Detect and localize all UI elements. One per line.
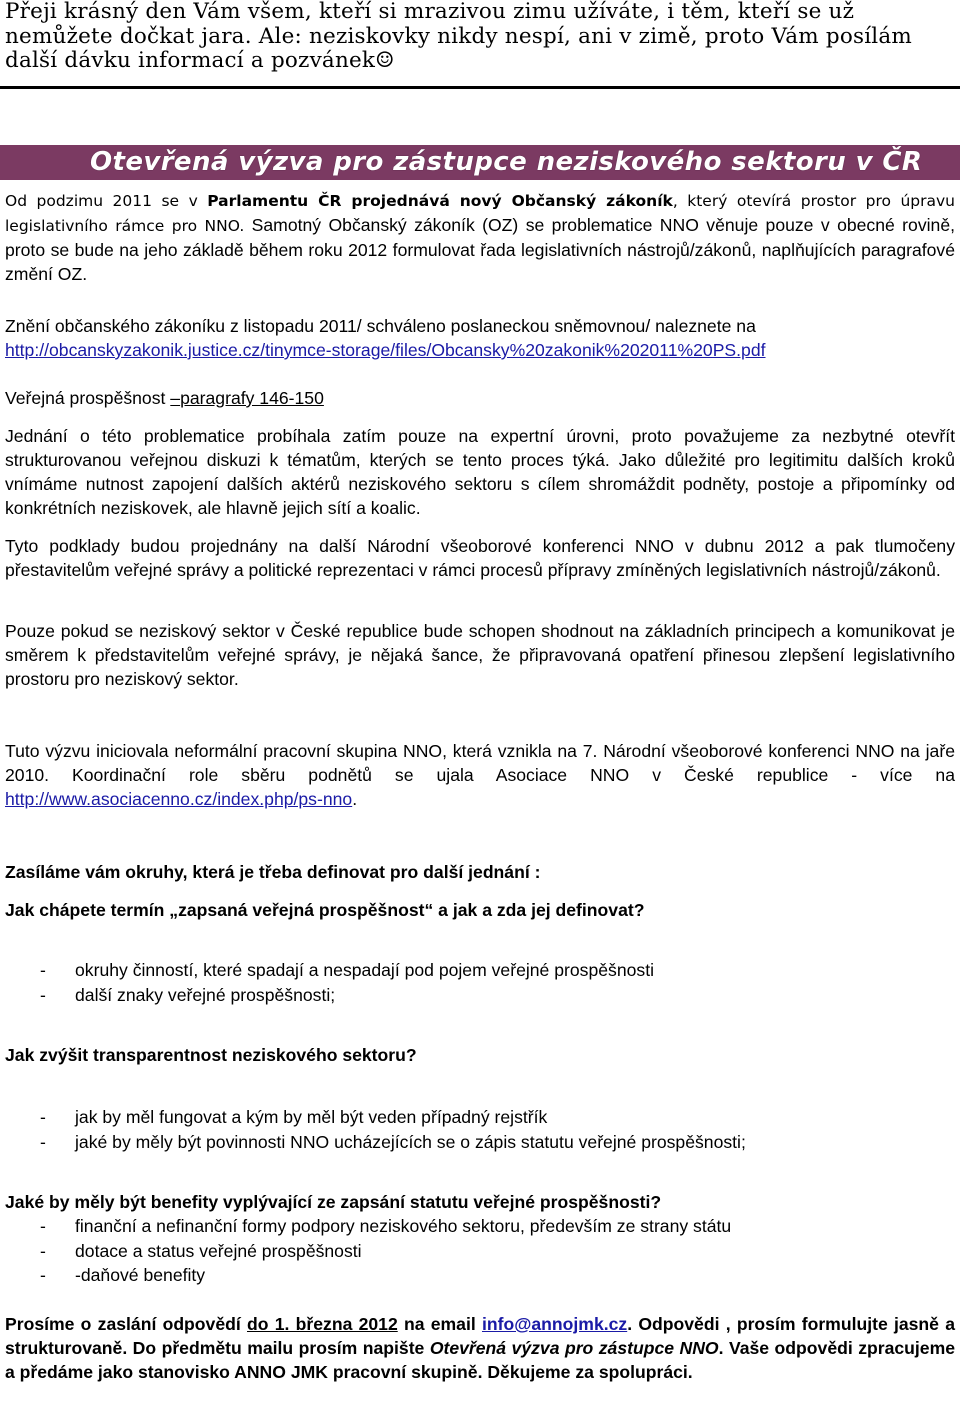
question-1-list [5, 958, 955, 1007]
intro-text: Přeji krásný den Vám všem, kteří si mrazivou zimu užíváte, i těm, kteří se už nemůžete dočkat jara. Ale: neziskovky nikdy nespí, ani v zimě, proto Vám posílám další dávku informací a pozvánek☺ [5, 0, 912, 73]
p7-end: . [352, 789, 358, 809]
list-item-text: dotace a status veřejné prospěšnosti [75, 1240, 362, 1261]
heading-topics: Zasíláme vám okruhy, která je třeba definovat pro další jednání : [5, 862, 541, 882]
question-2-list [5, 1105, 955, 1154]
list-dash: - [40, 960, 46, 980]
paragraph-civil-code [5, 188, 955, 286]
p1-bold: Parlamentu ČR projednává nový Občanský zákoník [207, 192, 673, 210]
list-item [5, 1239, 955, 1264]
p1-start: Od podzimu 2011 se v [5, 192, 208, 210]
list-item-text: další znaky veřejné prospěšnosti; [75, 984, 336, 1005]
p3-c: paragrafy 146-150 [180, 388, 324, 408]
paragraph-consensus: Pouze pokud se neziskový sektor v České republice bude schopen shodnout na základních principech a komunikovat je směrem k představitelům veřejné správy, je nějaká šance, že připravovaná opatření přinesou zlepšení legislativního prostoru pro neziskový sektor. [5, 621, 955, 689]
civil-code-link[interactable]: http://obcanskyzakonik.justice.cz/tinymce-storage/files/Obcansky%20zakonik%202011%20PS.pdf [5, 340, 766, 360]
footer-subject: Otevřená výzva pro zástupce NNO [429, 1338, 719, 1358]
question-3: Jaké by měly být benefity vyplývající ze zapsání statutu veřejné prospěšnosti? [5, 1192, 662, 1212]
list-dash: - [40, 1240, 46, 1261]
asociace-link[interactable]: http://www.asociacenno.cz/index.php/ps-nno [5, 789, 353, 809]
list-dash: - [40, 1131, 46, 1152]
question-2: Jak zvýšit transparentnost neziskového sektoru? [5, 1045, 417, 1065]
list-item [5, 1105, 955, 1130]
paragraph-public-benefit [5, 386, 955, 410]
list-dash: - [40, 1107, 46, 1127]
paragraph-negotiation: Jednání o této problematice probíhala zatím pouze na expertní úrovni, proto považujeme za nezbytné otevřít strukturovanou veřejnou diskuzi k tématům, kterých se tento proces týká. Jako důležité pro legitimitu dalších kroků vnímáme nutnost zapojení dalších aktérů neziskového sektoru s cílem shromáždit podněty, postoje a připomínky od konkrétních neziskovek, ale hlavně jejich sítí a koalic. [5, 426, 955, 518]
question-3-list [5, 1214, 955, 1288]
list-item [5, 958, 955, 983]
paragraph-conference: Tyto podklady budou projednány na další Národní všeoborové konferenci NNO v dubnu 2012 a pak tlumočeny přestavitelům veřejné správy a politické reprezentaci v rámci procesů přípravy zmíněných legislativních nástrojů/zákonů. [5, 536, 955, 580]
footer-c: na email [397, 1314, 482, 1334]
list-dash: - [40, 1265, 46, 1285]
list-item-text: jak by měl fungovat a kým by měl být veden případný rejstřík [75, 1107, 548, 1127]
footer-deadline: do 1. března 2012 [247, 1314, 398, 1334]
p1-end: Samotný Občanský zákoník (OZ) se problematice NNO věnuje pouze v obecné rovině, proto se bude na jeho základě během roku 2012 formulovat řada legislativních nástrojů/zákonů, naplňujících paragrafové změní OZ. [5, 215, 955, 284]
list-dash: - [40, 984, 46, 1005]
divider-line [0, 86, 960, 89]
list-item-text: jaké by měly být povinnosti NNO ucházejících se o zápis statutu veřejné prospěšnosti; [75, 1131, 746, 1152]
email-link[interactable]: info@annojmk.cz [481, 1314, 628, 1334]
paragraph-civil-code-link [5, 314, 955, 362]
paragraph-initiative [5, 739, 955, 811]
list-item [5, 1263, 955, 1288]
p3-dash: – [170, 388, 181, 408]
p3-a: Veřejná prospěšnost [5, 388, 171, 408]
footer-a: Prosíme o zaslání odpovědí [5, 1314, 247, 1334]
list-item-text: finanční a nefinanční formy podpory neziskového sektoru, především ze strany státu [75, 1216, 732, 1236]
list-item-text: okruhy činností, které spadají a nespadají pod pojem veřejné prospěšnosti [75, 960, 654, 980]
list-item [5, 983, 955, 1008]
p2-text: Znění občanského zákoníku z listopadu 2011/ schváleno poslaneckou sněmovnou/ naleznete na [5, 316, 756, 336]
list-dash: - [40, 1216, 46, 1236]
footer-d: . Odpovědi , prosím formulujte jasně a strukturovaně. Do předmětu mailu prosím napište [5, 1314, 955, 1358]
footer-f: . Vaše odpovědi zpracujeme a předáme jako stanovisko ANNO JMK pracovní skupině. Děkujeme za spolupráci. [5, 1338, 956, 1382]
p1-mid: , který otevírá prostor pro úpravu legislativního rámce pro NNO. [5, 192, 955, 235]
question-1: Jak chápete termín „zapsaná veřejná prospěšnost“ a jak a zda jej definovat? [5, 900, 645, 920]
list-item [5, 1214, 955, 1239]
section-banner: Otevřená výzva pro zástupce neziskového sektoru v ČR [0, 145, 960, 180]
list-item-text: -daňové benefity [75, 1265, 206, 1285]
list-item [5, 1130, 955, 1155]
p7-text: Tuto výzvu iniciovala neformální pracovní skupina NNO, která vznikla na 7. Národní všeoborové konferenci NNO na jaře 2010. Koordinační role sběru podnětů se ujala Asociace NNO v České republice - více na [5, 741, 955, 785]
closing-paragraph [5, 1312, 955, 1384]
